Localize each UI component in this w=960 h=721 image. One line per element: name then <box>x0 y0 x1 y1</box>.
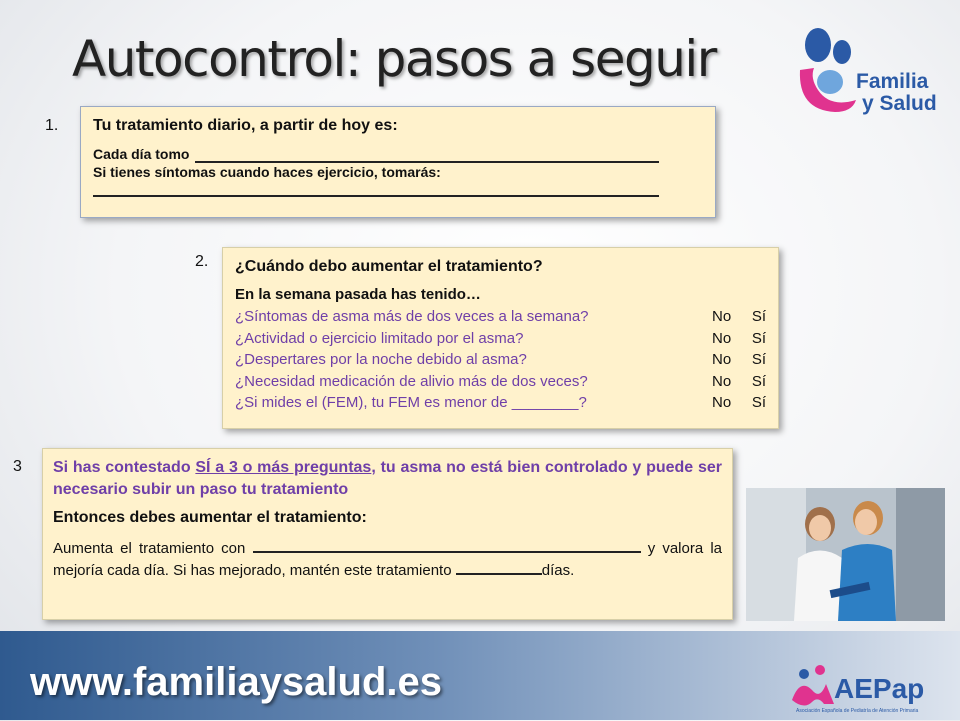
step-1-heading: Tu tratamiento diario, a partir de hoy es: <box>93 117 398 134</box>
familia-y-salud-logo <box>790 20 950 120</box>
answer-no: No <box>712 329 732 347</box>
slide-title: Autocontrol: pasos a seguir <box>72 30 716 88</box>
question-text: ¿Necesidad medicación de alivio más de dos veces? <box>235 372 588 390</box>
step-2-number: 2. <box>195 253 209 270</box>
aepap-name: AEPap <box>834 673 925 704</box>
step-1-box <box>80 106 716 218</box>
question-text: ¿Síntomas de asma más de dos veces a la semana? <box>235 308 589 325</box>
question-row <box>235 328 766 350</box>
question-text: ¿Actividad o ejercicio limitado por el asma? <box>235 329 524 347</box>
step-1-blank-1 <box>195 147 659 163</box>
answer-si: Sí <box>751 394 766 411</box>
step-3-body-a: Aumenta el tratamiento con <box>53 540 246 557</box>
answer-no: No <box>712 372 732 390</box>
step-3-text-a: Si has contestado <box>53 459 196 476</box>
answer-si: Sí <box>751 308 766 325</box>
question-text: ¿Despertares por la noche debido al asma? <box>235 351 527 368</box>
answer-si: Sí <box>751 329 766 347</box>
aepap-subtitle: Asociación Española de Pediatría de Atención Primaria <box>796 708 919 714</box>
answer-no: No <box>712 394 732 411</box>
question-row <box>235 306 766 328</box>
step-3-body-b: y valora la mejoría cada día. Si has mejorado, mantén este tratamiento <box>53 540 723 579</box>
question-row <box>235 371 766 393</box>
step-3-heading: Entonces debes aumentar el tratamiento: <box>53 509 367 526</box>
doctor-patient-photo <box>746 488 945 621</box>
question-row <box>235 349 766 371</box>
logo-text-line2: y Salud <box>862 92 937 115</box>
step-2-heading: ¿Cuándo debo aumentar el tratamiento? <box>235 258 543 275</box>
step-3-text-b: , tu asma no está bien controlado y puede ser necesario subir un paso tu tratamiento <box>53 459 723 498</box>
step-3-number: 3 <box>13 458 22 475</box>
step-2-box <box>222 247 779 429</box>
answer-no: No <box>712 351 732 368</box>
step-2-intro: En la semana pasada has tenido… <box>235 286 481 303</box>
step-3-body-c: días. <box>541 562 575 579</box>
step-3-blank-treatment <box>253 537 641 553</box>
aepap-logo <box>790 660 950 716</box>
step-1-number: 1. <box>45 117 59 134</box>
step-3-box <box>42 448 733 620</box>
step-3-blank-days <box>456 559 542 575</box>
step-3-condition <box>53 457 722 501</box>
step-1-line-2: Si tienes síntomas cuando haces ejercicio, tomarás: <box>93 164 441 180</box>
step-3-text-underlined: SÍ a 3 o más preguntas <box>195 459 372 476</box>
answer-si: Sí <box>751 351 766 368</box>
step-3-body <box>53 537 722 581</box>
logo-text-line1: Familia <box>856 70 929 93</box>
question-text: ¿Si mides el (FEM), tu FEM es menor de ________? <box>235 394 587 411</box>
step-1-blank-2 <box>93 181 659 197</box>
step-1-line-1: Cada día tomo <box>93 146 190 162</box>
question-row <box>235 392 766 414</box>
answer-no: No <box>712 308 732 325</box>
answer-si: Sí <box>751 372 766 390</box>
website-url[interactable]: www.familiaysalud.es <box>30 660 443 704</box>
